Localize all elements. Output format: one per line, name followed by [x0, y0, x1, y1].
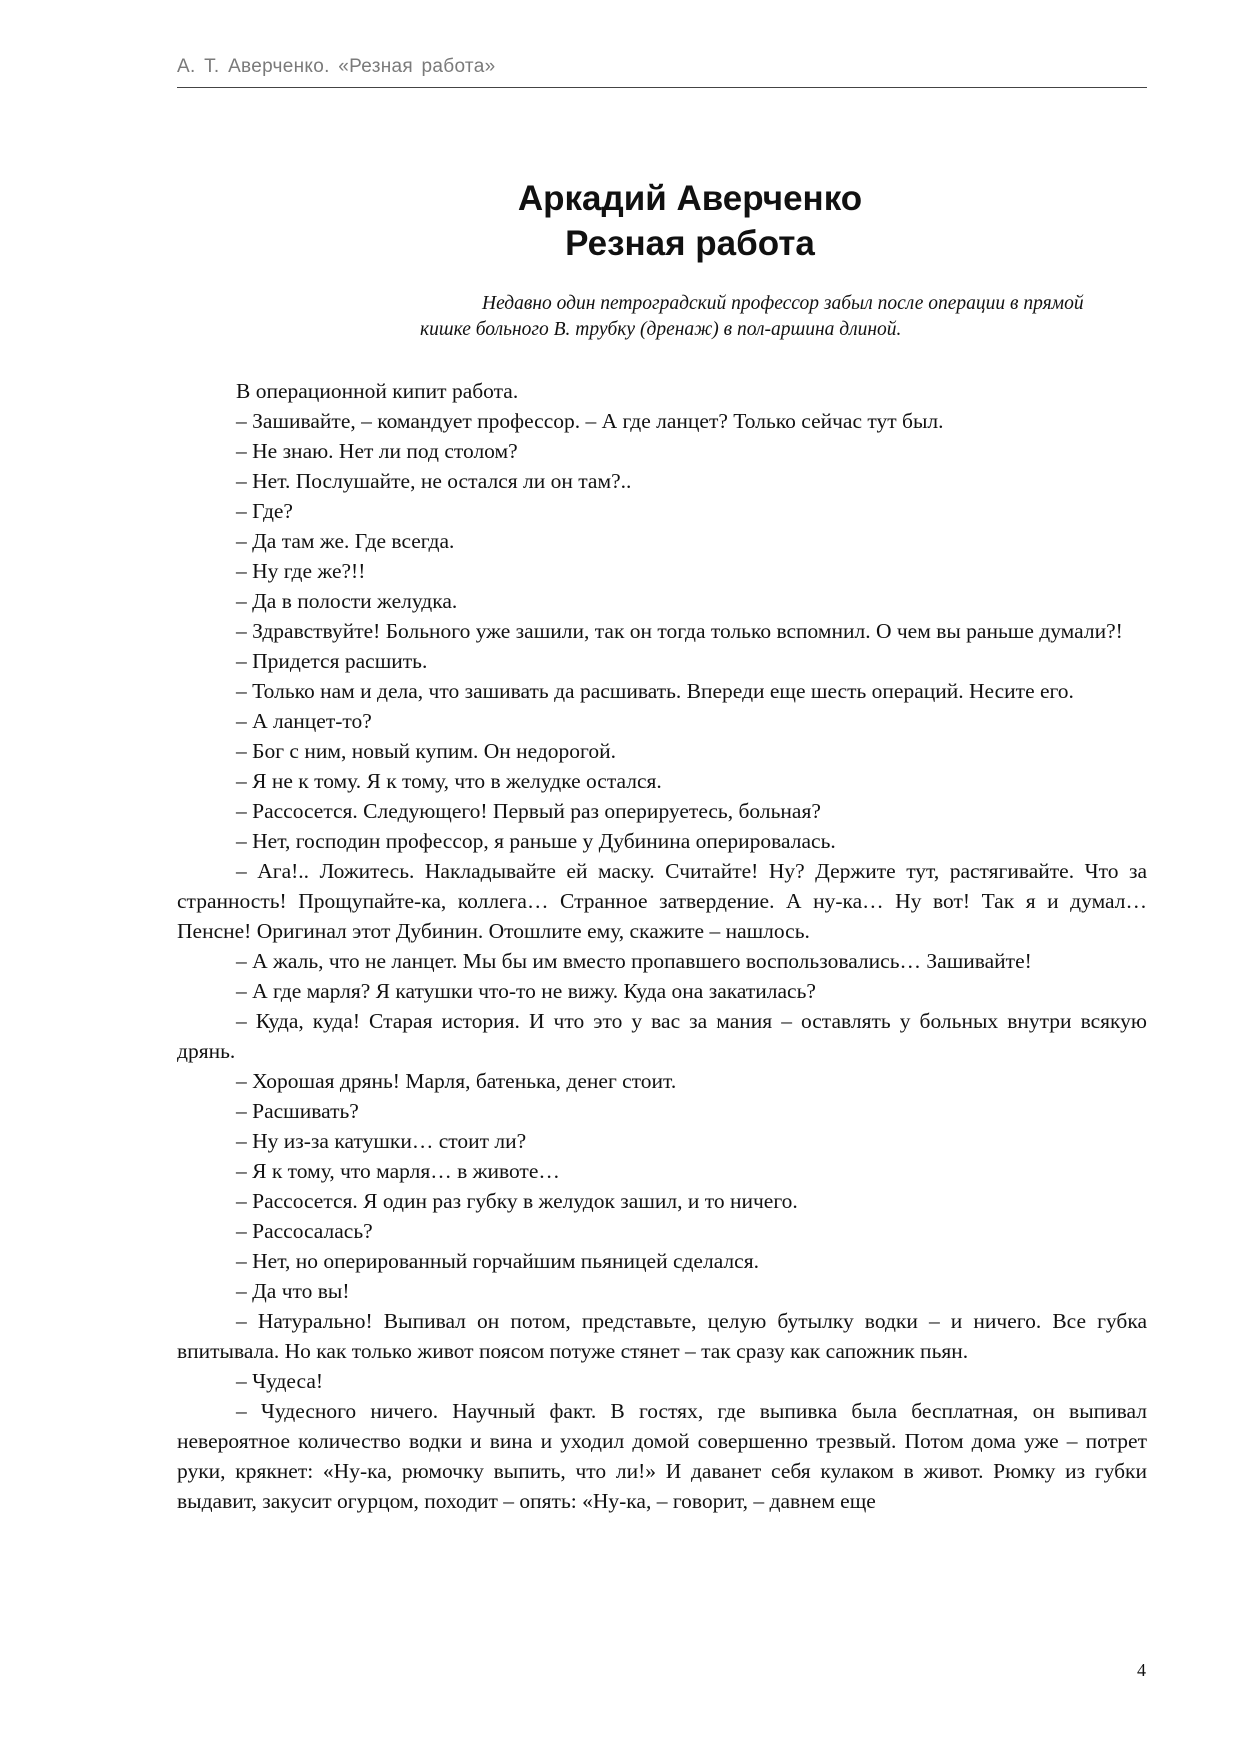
paragraph: – Нет, но оперированный горчайшим пьяницей сделался. — [236, 1249, 759, 1273]
epigraph-text: Недавно один петроградский профессор забыл после операции в прямой кишке больного В. трубку (дренаж) в пол-аршина длиной. — [420, 293, 1084, 340]
paragraph: – Не знаю. Нет ли под столом? — [236, 439, 518, 463]
paragraph: – Бог с ним, новый купим. Он недорогой. — [236, 739, 616, 763]
paragraph: – Я к тому, что марля… в животе… — [236, 1159, 560, 1183]
paragraph: – А где марля? Я катушки что-то не вижу. Куда она закатилась? — [236, 979, 816, 1003]
page-number: 4 — [1137, 1660, 1146, 1680]
paragraph: – А ланцет-то? — [236, 709, 372, 733]
running-header: А. Т. Аверченко. «Резная работа» — [177, 56, 496, 77]
paragraph: В операционной кипит работа. — [236, 379, 519, 403]
paragraph: – Ага!.. Ложитесь. Накладывайте ей маску. Считайте! Ну? Держите тут, растягивайте. Что за странность! Прощупайте-ка, коллега… Странное затвердение. А ну-ка… Ну вот! Так я и думал… Пенсне! Оригинал этот Дубинин. Отошлите ему, скажите – нашлось. — [177, 859, 1147, 943]
paragraph: – Рассосется. Я один раз губку в желудок зашил, и то ничего. — [236, 1189, 798, 1213]
header-rule — [177, 87, 1147, 88]
paragraph: – Рассосется. Следующего! Первый раз оперируетесь, больная? — [236, 799, 821, 823]
paragraph: – Ну из-за катушки… стоит ли? — [236, 1129, 527, 1153]
paragraph: – А жаль, что не ланцет. Мы бы им вместо пропавшего воспользовались… Зашивайте! — [236, 949, 1032, 973]
work-title: Резная работа — [565, 224, 815, 263]
paragraph: – Я не к тому. Я к тому, что в желудке остался. — [236, 769, 662, 793]
paragraph: – Хорошая дрянь! Марля, батенька, денег стоит. — [236, 1069, 677, 1093]
body-text — [177, 376, 1147, 1516]
paragraph: – Куда, куда! Старая история. И что это у вас за мания – оставлять у больных внутри всякую дрянь. — [177, 1009, 1147, 1063]
paragraph: – Рассосалась? — [236, 1219, 373, 1243]
paragraph: – Нет. Послушайте, не остался ли он там?.. — [236, 469, 632, 493]
epigraph — [420, 291, 1120, 343]
paragraph: – Зашивайте, – командует профессор. – А где ланцет? Только сейчас тут был. — [236, 409, 944, 433]
paragraph: – Да в полости желудка. — [236, 589, 458, 613]
paragraph: – Чудеса! — [236, 1369, 324, 1393]
paragraph: – Расшивать? — [236, 1099, 359, 1123]
paragraph: – Да что вы! — [236, 1279, 350, 1303]
paragraph: – Ну где же?!! — [236, 559, 366, 583]
paragraph: – Только нам и дела, что зашивать да расшивать. Впереди еще шесть операций. Несите его. — [236, 679, 1074, 703]
paragraph: – Чудесного ничего. Научный факт. В гостях, где выпивка была бесплатная, он выпивал невероятное количество водки и вина и уходил домой совершенно трезвый. Потом дома уже – потрет руки, крякнет: «Ну-ка, рюмочку выпить, что ли!» И даванет себя кулаком в живот. Рюмку из губки выдавит, закусит огурцом, походит – опять: «Ну-ка, – говорит, – давнем еще — [177, 1399, 1147, 1513]
title-block — [440, 176, 940, 266]
paragraph: – Здравствуйте! Больного уже зашили, так он тогда только вспомнил. О чем вы раньше думали?! — [236, 619, 1123, 643]
paragraph: – Где? — [236, 499, 293, 523]
paragraph: – Да там же. Где всегда. — [236, 529, 455, 553]
paragraph: – Натурально! Выпивал он потом, представьте, целую бутылку водки – и ничего. Все губка впитывала. Но как только живот поясом потуже стянет – так сразу как сапожник пьян. — [177, 1309, 1147, 1363]
paragraph: – Придется расшить. — [236, 649, 428, 673]
paragraph: – Нет, господин профессор, я раньше у Дубинина оперировалась. — [236, 829, 836, 853]
author-name: Аркадий Аверченко — [517, 179, 863, 218]
